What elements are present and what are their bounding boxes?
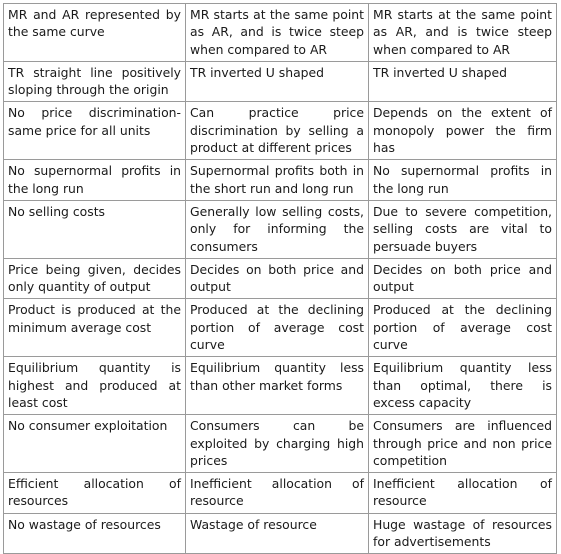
table-cell: Supernormal profits both in the short run and long run [186,160,369,201]
table-row [4,473,557,514]
table-cell: Inefficient allocation of resource [369,473,557,514]
table-row [4,357,557,415]
table-cell: Efficient allocation of resources [4,473,186,514]
table-cell: No supernormal profits in the long run [4,160,186,201]
table-cell: Huge wastage of resources for advertisements [369,513,557,554]
comparison-table [3,3,557,554]
table-cell: No price discrimination- same price for all units [4,102,186,160]
table-cell: Equilibrium quantity less than other market forms [186,357,369,415]
table-cell: No consumer exploitation [4,415,186,473]
table-row [4,299,557,357]
table-cell: TR inverted U shaped [186,61,369,102]
table-row [4,415,557,473]
table-row [4,160,557,201]
table-cell: Can practice price discrimination by selling a product at different prices [186,102,369,160]
table-cell: Inefficient allocation of resource [186,473,369,514]
table-cell: Product is produced at the minimum average cost [4,299,186,357]
table-cell: Decides on both price and output [369,258,557,299]
table-row [4,102,557,160]
table-cell: Due to severe competition, selling costs are vital to persuade buyers [369,200,557,258]
table-cell: Decides on both price and output [186,258,369,299]
table-cell: MR starts at the same point as AR, and is twice steep when compared to AR [186,4,369,62]
table-cell: No wastage of resources [4,513,186,554]
table-cell: Consumers can be exploited by charging high prices [186,415,369,473]
table-cell: TR straight line positively sloping through the origin [4,61,186,102]
table-row [4,258,557,299]
table-cell: No supernormal profits in the long run [369,160,557,201]
table-cell: Generally low selling costs, only for informing the consumers [186,200,369,258]
table-cell: MR starts at the same point as AR, and is twice steep when compared to AR [369,4,557,62]
table-row [4,513,557,554]
table-cell: Depends on the extent of monopoly power the firm has [369,102,557,160]
table-cell: Consumers are influenced through price and non price competition [369,415,557,473]
table-cell: Equilibrium quantity less than optimal, there is excess capacity [369,357,557,415]
table-row [4,61,557,102]
table-cell: TR inverted U shaped [369,61,557,102]
table-cell: Produced at the declining portion of average cost curve [186,299,369,357]
table-row [4,200,557,258]
table-cell: Produced at the declining portion of average cost curve [369,299,557,357]
table-cell: Equilibrium quantity is highest and produced at least cost [4,357,186,415]
table-cell: No selling costs [4,200,186,258]
table-row [4,4,557,62]
table-cell: Price being given, decides only quantity of output [4,258,186,299]
table-cell: MR and AR represented by the same curve [4,4,186,62]
table-cell: Wastage of resource [186,513,369,554]
